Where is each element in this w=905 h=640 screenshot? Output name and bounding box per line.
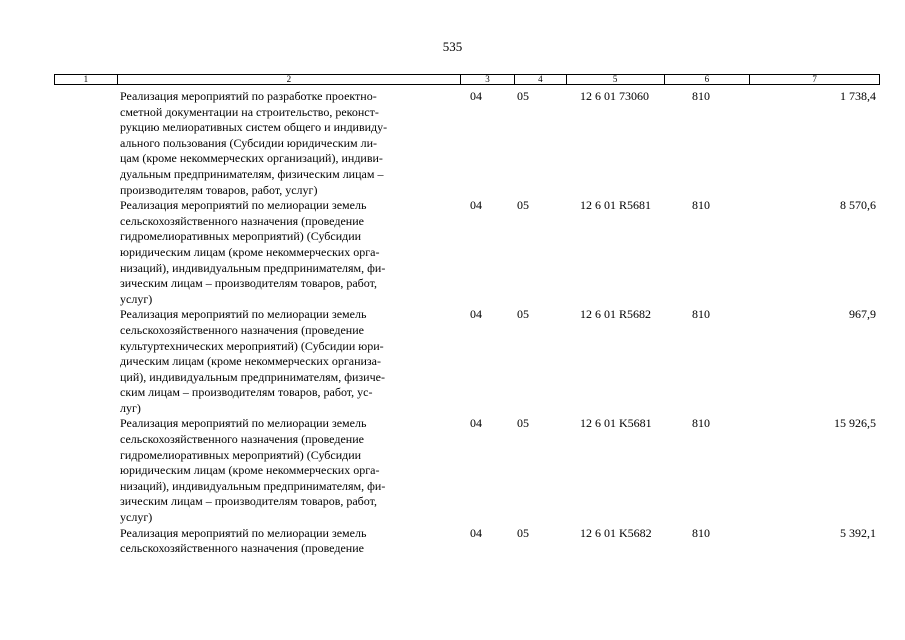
expense-type-code: 810 bbox=[692, 198, 710, 213]
section-code: 04 bbox=[470, 307, 482, 322]
subsection-code: 05 bbox=[517, 416, 529, 431]
description-line: цам (кроме некоммерческих организаций), индиви- bbox=[120, 151, 383, 166]
table-row bbox=[0, 307, 905, 416]
amount-value: 8 570,6 bbox=[840, 198, 876, 213]
header-col-3: 3 bbox=[460, 75, 514, 84]
amount-value: 5 392,1 bbox=[840, 525, 876, 540]
expense-type-code: 810 bbox=[692, 525, 710, 540]
header-col-4: 4 bbox=[514, 75, 566, 84]
row-description bbox=[120, 307, 465, 416]
section-code: 04 bbox=[470, 525, 482, 540]
amount-value: 1 738,4 bbox=[840, 89, 876, 103]
target-code: 12 6 01 K5682 bbox=[580, 525, 652, 540]
target-code: 12 6 01 R5682 bbox=[580, 307, 652, 322]
header-col-5: 5 bbox=[566, 75, 664, 84]
description-line: культуртехнических мероприятий) (Субсидии юри- bbox=[120, 338, 384, 353]
section-code: 04 bbox=[470, 198, 482, 213]
description-line: зическим лицам – производителям товаров, работ, bbox=[120, 494, 377, 509]
subsection-code: 05 bbox=[517, 307, 529, 322]
description-line: Реализация мероприятий по разработке проектно- bbox=[120, 89, 377, 103]
description-line: гидромелиоративных мероприятий) (Субсидии bbox=[120, 229, 362, 244]
description-line: низаций), индивидуальным предпринимателям, фи- bbox=[120, 260, 386, 275]
row-description bbox=[120, 526, 465, 557]
description-line: Реализация мероприятий по мелиорации земель bbox=[120, 416, 367, 431]
description-line: сельскохозяйственного назначения (проведение bbox=[120, 432, 364, 447]
header-col-6: 6 bbox=[664, 75, 750, 84]
table-row bbox=[0, 416, 905, 525]
header-col-2: 2 bbox=[117, 75, 460, 84]
description-line: Реализация мероприятий по мелиорации земель bbox=[120, 307, 367, 322]
description-line: услуг) bbox=[120, 291, 153, 306]
expense-type-code: 810 bbox=[692, 89, 710, 103]
amount-value: 15 926,5 bbox=[834, 416, 876, 431]
subsection-code: 05 bbox=[517, 89, 529, 103]
description-line: ций), индивидуальным предпринимателям, физиче- bbox=[120, 369, 385, 384]
amount-value: 967,9 bbox=[849, 307, 876, 322]
description-line: рукцию мелиоративных систем общего и индивиду- bbox=[120, 120, 388, 135]
row-description bbox=[120, 198, 465, 307]
description-line: гидромелиоративных мероприятий) (Субсидии bbox=[120, 447, 362, 462]
description-line: сельскохозяйственного назначения (проведение bbox=[120, 541, 364, 556]
table-row bbox=[0, 526, 905, 557]
description-line: ским лицам – производителям товаров, работ, ус- bbox=[120, 385, 373, 400]
description-line: дуальным предпринимателям, физическим лицам – bbox=[120, 166, 384, 181]
description-line: ального пользования (Субсидии юридическим ли- bbox=[120, 135, 378, 150]
target-code: 12 6 01 K5681 bbox=[580, 416, 652, 431]
expense-type-code: 810 bbox=[692, 307, 710, 322]
description-line: услуг) bbox=[120, 510, 153, 525]
description-line: юридическим лицам (кроме некоммерческих орга- bbox=[120, 244, 380, 259]
description-line: сметной документации на строительство, реконст- bbox=[120, 104, 379, 119]
description-line: производителям товаров, работ, услуг) bbox=[120, 182, 318, 197]
description-line: зическим лицам – производителям товаров, работ, bbox=[120, 276, 377, 291]
description-line: юридическим лицам (кроме некоммерческих орга- bbox=[120, 463, 380, 478]
subsection-code: 05 bbox=[517, 525, 529, 540]
description-line: Реализация мероприятий по мелиорации земель bbox=[120, 198, 367, 213]
page-number: 535 bbox=[442, 39, 463, 54]
row-description bbox=[120, 89, 465, 198]
table-header bbox=[54, 74, 880, 85]
description-line: низаций), индивидуальным предпринимателям, фи- bbox=[120, 478, 386, 493]
description-line: Реализация мероприятий по мелиорации земель bbox=[120, 525, 367, 540]
target-code: 12 6 01 R5681 bbox=[580, 198, 652, 213]
expense-type-code: 810 bbox=[692, 416, 710, 431]
table-body bbox=[0, 89, 905, 557]
section-code: 04 bbox=[470, 89, 482, 103]
description-line: дическим лицам (кроме некоммерческих организа- bbox=[120, 354, 381, 369]
table-row bbox=[0, 198, 905, 307]
row-description bbox=[120, 416, 465, 525]
description-line: сельскохозяйственного назначения (проведение bbox=[120, 322, 364, 337]
target-code: 12 6 01 73060 bbox=[580, 89, 649, 103]
description-line: сельскохозяйственного назначения (проведение bbox=[120, 213, 364, 228]
header-col-1: 1 bbox=[83, 74, 89, 84]
table-row bbox=[0, 89, 905, 198]
subsection-code: 05 bbox=[517, 198, 529, 213]
section-code: 04 bbox=[470, 416, 482, 431]
header-col-7: 7 bbox=[749, 75, 879, 84]
description-line: луг) bbox=[120, 400, 141, 415]
